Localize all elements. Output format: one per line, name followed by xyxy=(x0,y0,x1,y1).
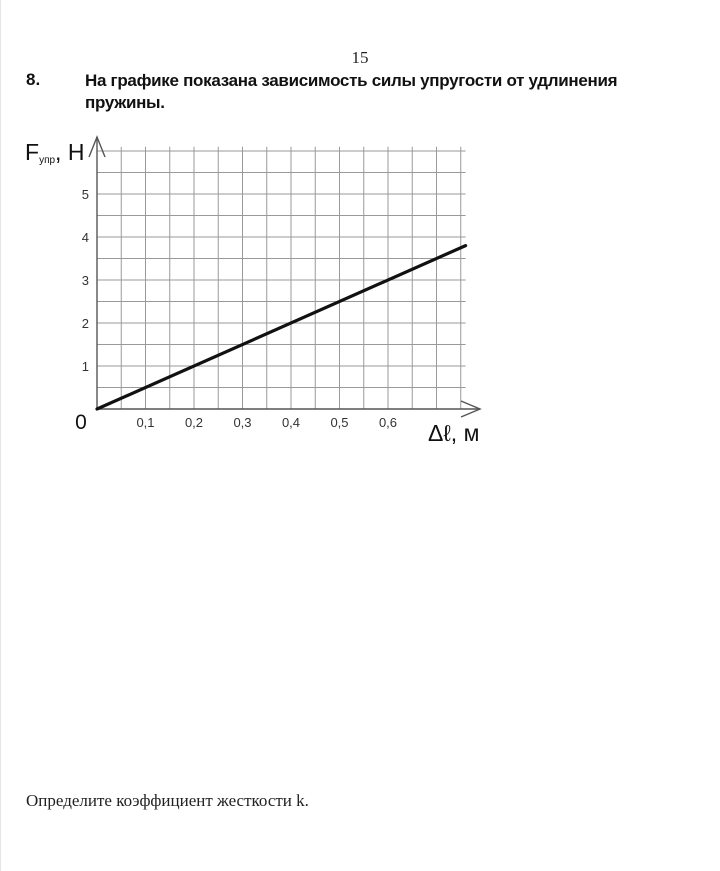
chart-axes xyxy=(89,137,480,417)
y-tick-label: 3 xyxy=(81,273,89,288)
y-tick-label: 1 xyxy=(81,359,89,374)
task-number: 8. xyxy=(26,70,41,89)
y-axis-title: Fупр, Н xyxy=(25,139,85,166)
y-tick-label: 2 xyxy=(81,316,89,331)
chart-series xyxy=(97,246,466,409)
y-tick-label: 4 xyxy=(81,230,89,245)
page-number: 15 xyxy=(351,48,369,67)
series-line xyxy=(97,246,466,409)
task-text: На графике показана зависимость силы упругости от удлинения пружины. xyxy=(85,71,618,112)
x-axis-title: Δℓ, м xyxy=(428,420,480,446)
question-text: Определите коэффициент жесткости k. xyxy=(26,791,309,810)
x-tick-label: 0,4 xyxy=(281,415,301,430)
y-tick-label: 5 xyxy=(81,187,89,202)
origin-label: 0 xyxy=(75,411,87,434)
x-tick-label: 0,5 xyxy=(330,415,349,430)
chart-labels xyxy=(25,139,479,446)
x-tick-label: 0,6 xyxy=(378,415,398,430)
chart-grid xyxy=(97,147,466,409)
x-tick-label: 0,1 xyxy=(136,415,155,430)
x-tick-label: 0,3 xyxy=(233,415,252,430)
x-tick-label: 0,2 xyxy=(184,415,204,430)
